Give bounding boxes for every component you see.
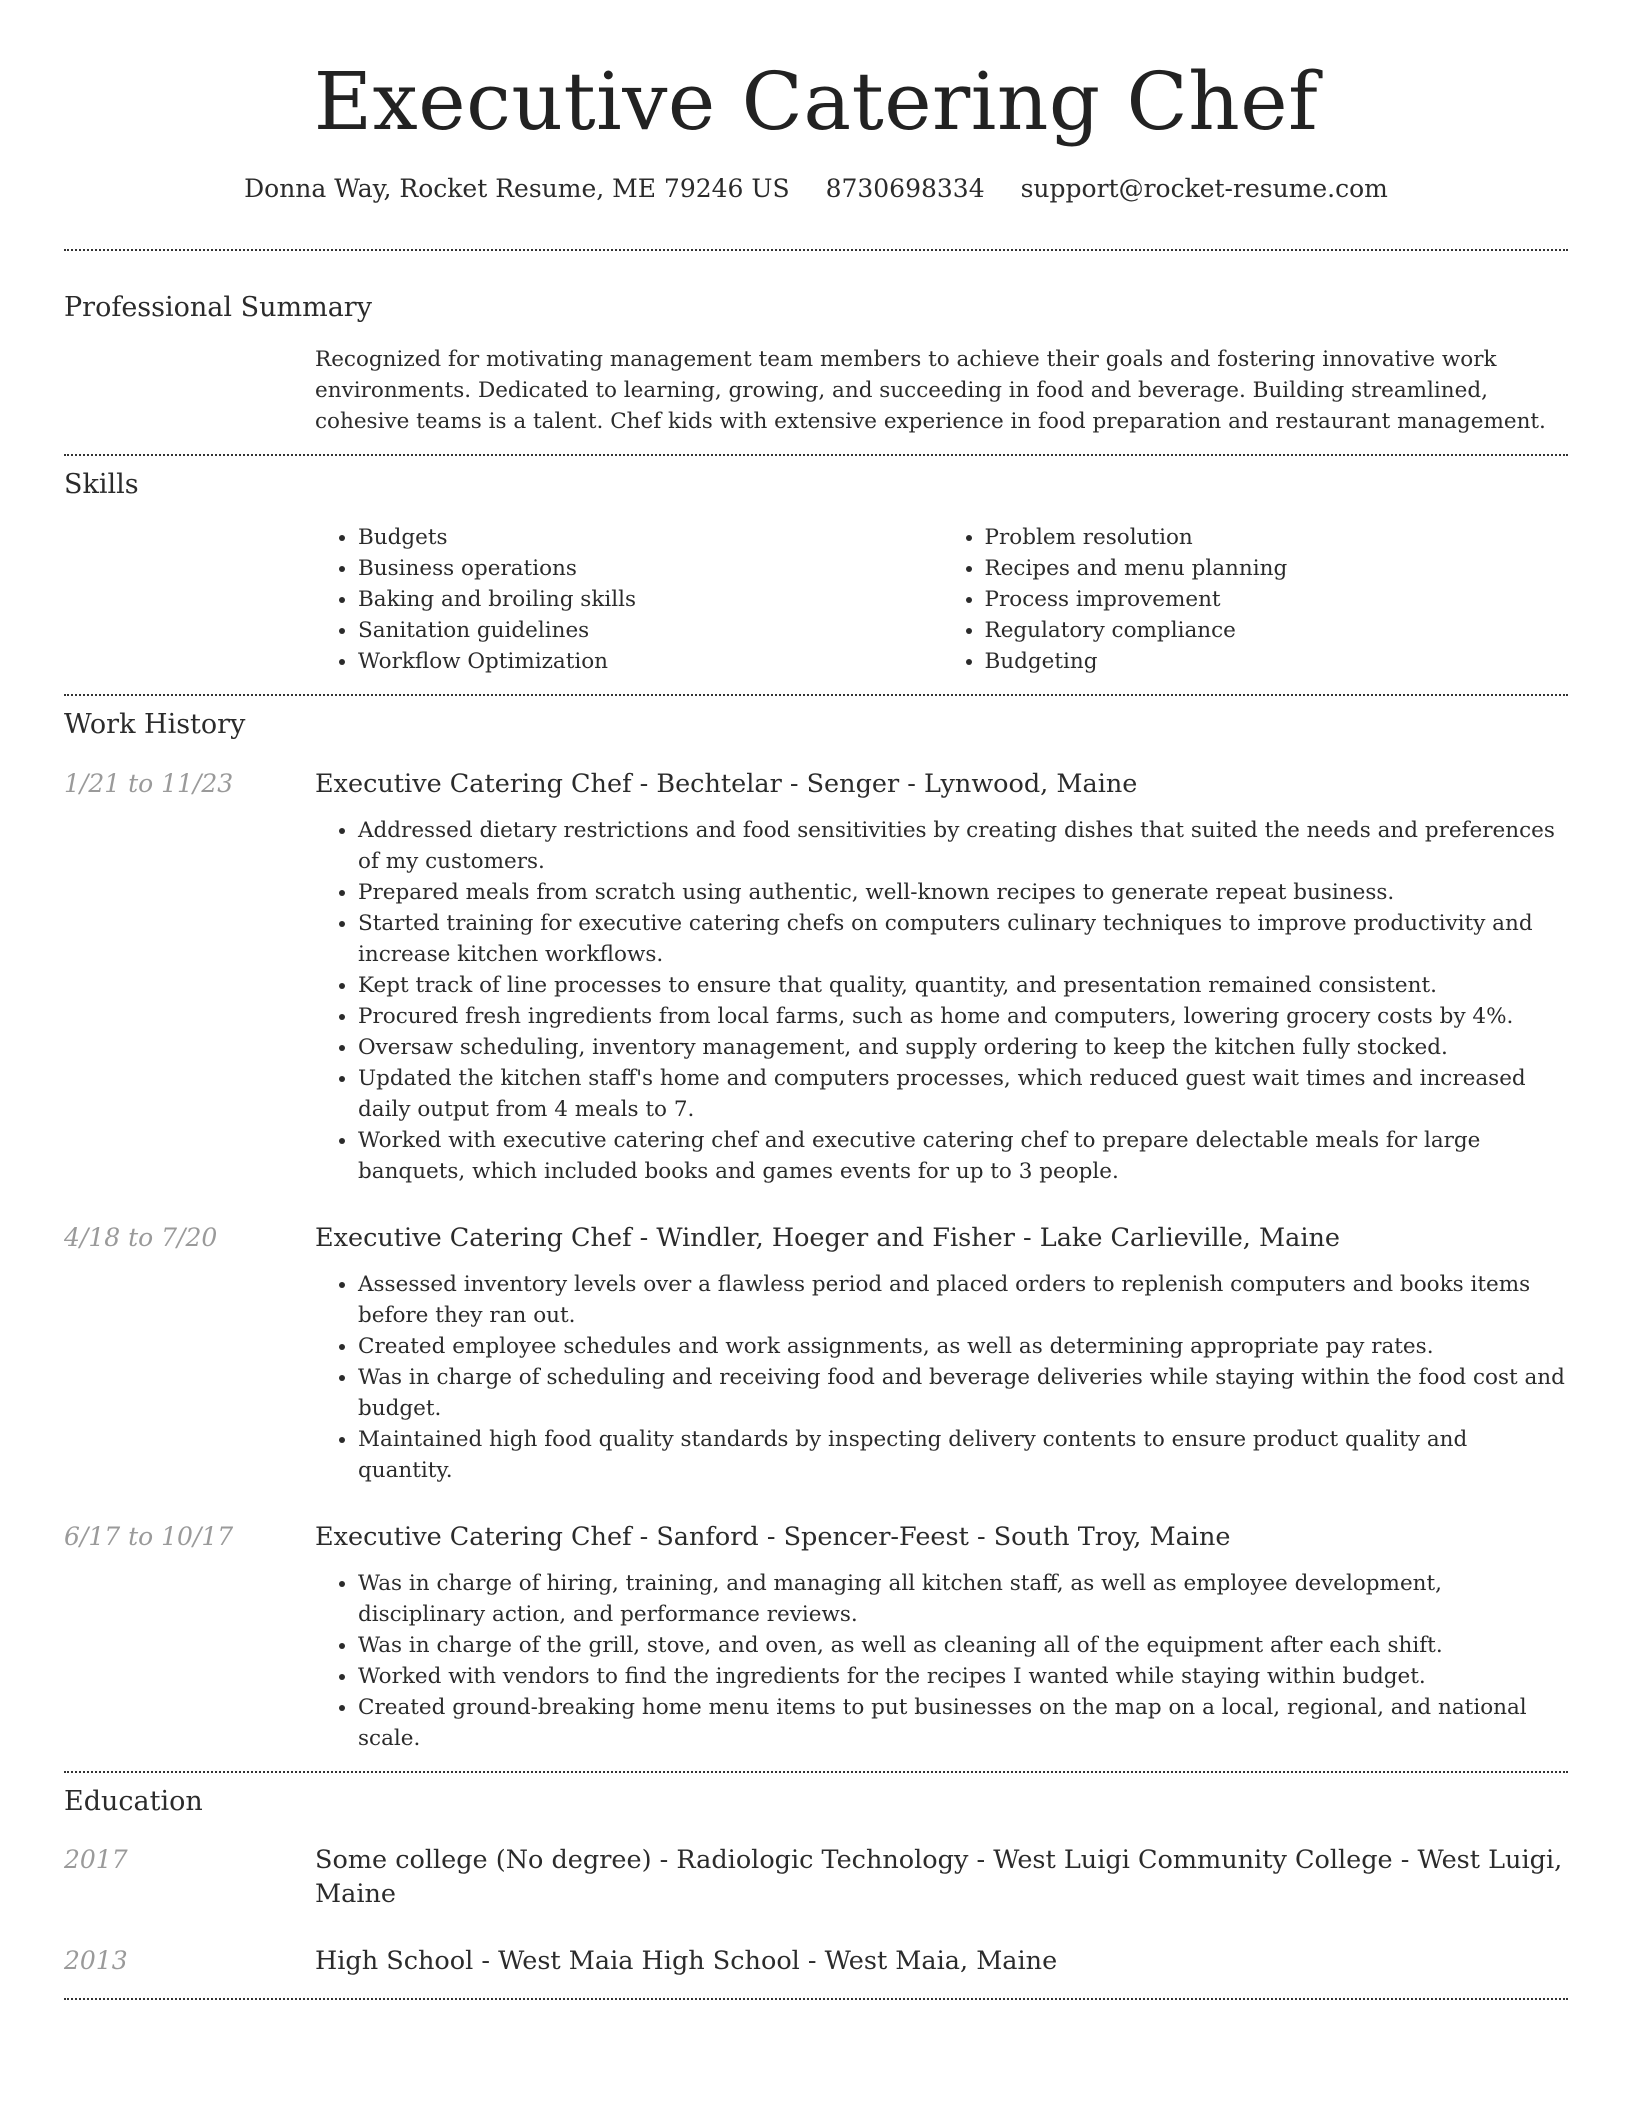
job-bullets [315, 1568, 1568, 1754]
job-bullet: • Was in charge of hiring, training, and managing all kitchen staff, as well as employee development, disciplinary action, and performance reviews. [358, 1568, 1568, 1630]
divider [64, 454, 1568, 456]
resume-title: Executive Catering Chef [313, 55, 1319, 148]
section-title-education: Education [64, 1786, 203, 1817]
skills-list [315, 522, 1568, 677]
job-entry [64, 767, 1568, 801]
contact-address: Donna Way, Rocket Resume, ME 79246 US [244, 174, 790, 203]
job-bullet: • Addressed dietary restrictions and food sensitivities by creating dishes that suited the needs and preferences of my customers. [358, 815, 1568, 877]
job-bullet: • Worked with vendors to find the ingredients for the recipes I wanted while staying within budget. [358, 1661, 1568, 1692]
contact-phone: 8730698334 [825, 174, 985, 203]
skill-item: • Budgets [358, 522, 942, 553]
education-year: 2017 [64, 1845, 128, 1874]
divider [64, 1998, 1568, 2000]
job-entry [64, 1520, 1568, 1554]
job-bullet: • Was in charge of scheduling and receiving food and beverage deliveries while staying within the food cost and budget. [358, 1362, 1568, 1424]
education-text: High School - West Maia High School - West Maia, Maine [315, 1946, 1058, 1976]
skills-column-left [315, 522, 942, 677]
skill-item: • Problem resolution [985, 522, 1569, 553]
job-bullets [315, 815, 1568, 1187]
job-dates: 4/18 to 7/20 [64, 1223, 218, 1252]
education-entry [64, 1843, 1568, 1911]
skill-item: • Sanitation guidelines [358, 615, 942, 646]
summary-text: Recognized for motivating management team members to achieve their goals and fostering innovative work environments. Dedicated to learning, growing, and succeeding in food and beverage. Building streamlined, cohesive teams is a talent. Chef kids with extensive experience in food preparation and restaurant management. [315, 347, 1546, 434]
skills-column-right [942, 522, 1569, 677]
job-dates: 1/21 to 11/23 [64, 769, 234, 798]
skill-item: • Recipes and menu planning [985, 553, 1569, 584]
job-heading: Executive Catering Chef - Sanford - Spencer-Feest - South Troy, Maine [315, 1522, 1231, 1552]
skill-item: • Budgeting [985, 646, 1569, 677]
section-title-summary: Professional Summary [64, 292, 372, 323]
skill-item: • Business operations [358, 553, 942, 584]
section-title-work: Work History [64, 709, 246, 740]
job-bullet: • Worked with executive catering chef and executive catering chef to prepare delectable meals for large banquets, which included books and games events for up to 3 people. [358, 1125, 1568, 1187]
job-bullets [315, 1269, 1568, 1486]
job-bullet: • Maintained high food quality standards by inspecting delivery contents to ensure product quality and quantity. [358, 1424, 1568, 1486]
contact-email[interactable]: support@rocket-resume.com [1020, 174, 1388, 203]
resume-page [64, 0, 1568, 2000]
job-bullet: • Created employee schedules and work assignments, as well as determining appropriate pay rates. [358, 1331, 1568, 1362]
skill-item: • Regulatory compliance [985, 615, 1569, 646]
job-bullet: • Kept track of line processes to ensure that quality, quantity, and presentation remained consistent. [358, 970, 1568, 1001]
skill-item: • Baking and broiling skills [358, 584, 942, 615]
education-text: Some college (No degree) - Radiologic Technology - West Luigi Community College - West Luigi, Maine [315, 1845, 1563, 1909]
job-bullet: • Created ground-breaking home menu items to put businesses on the map on a local, regional, and national scale. [358, 1692, 1568, 1754]
job-bullet: • Procured fresh ingredients from local farms, such as home and computers, lowering grocery costs by 4%. [358, 1001, 1568, 1032]
job-bullet: • Prepared meals from scratch using authentic, well-known recipes to generate repeat business. [358, 877, 1568, 908]
job-entry [64, 1221, 1568, 1255]
job-bullet: • Updated the kitchen staff's home and computers processes, which reduced guest wait times and increased daily output from 4 meals to 7. [358, 1063, 1568, 1125]
contact-line [64, 172, 1568, 206]
job-bullet: • Was in charge of the grill, stove, and oven, as well as cleaning all of the equipment after each shift. [358, 1630, 1568, 1661]
section-title-skills: Skills [64, 469, 139, 500]
job-bullet: • Oversaw scheduling, inventory management, and supply ordering to keep the kitchen fully stocked. [358, 1032, 1568, 1063]
skill-item: • Workflow Optimization [358, 646, 942, 677]
skill-item: • Process improvement [985, 584, 1569, 615]
job-bullet: • Assessed inventory levels over a flawless period and placed orders to replenish computers and books items before they ran out. [358, 1269, 1568, 1331]
job-dates: 6/17 to 10/17 [64, 1522, 234, 1551]
job-heading: Executive Catering Chef - Bechtelar - Senger - Lynwood, Maine [315, 769, 1138, 799]
education-year: 2013 [64, 1946, 128, 1975]
divider [64, 1771, 1568, 1773]
divider [64, 694, 1568, 696]
education-entry [64, 1944, 1568, 1978]
job-heading: Executive Catering Chef - Windler, Hoeger and Fisher - Lake Carlieville, Maine [315, 1223, 1341, 1253]
job-bullet: • Started training for executive catering chefs on computers culinary techniques to improve productivity and increase kitchen workflows. [358, 908, 1568, 970]
divider [64, 249, 1568, 251]
